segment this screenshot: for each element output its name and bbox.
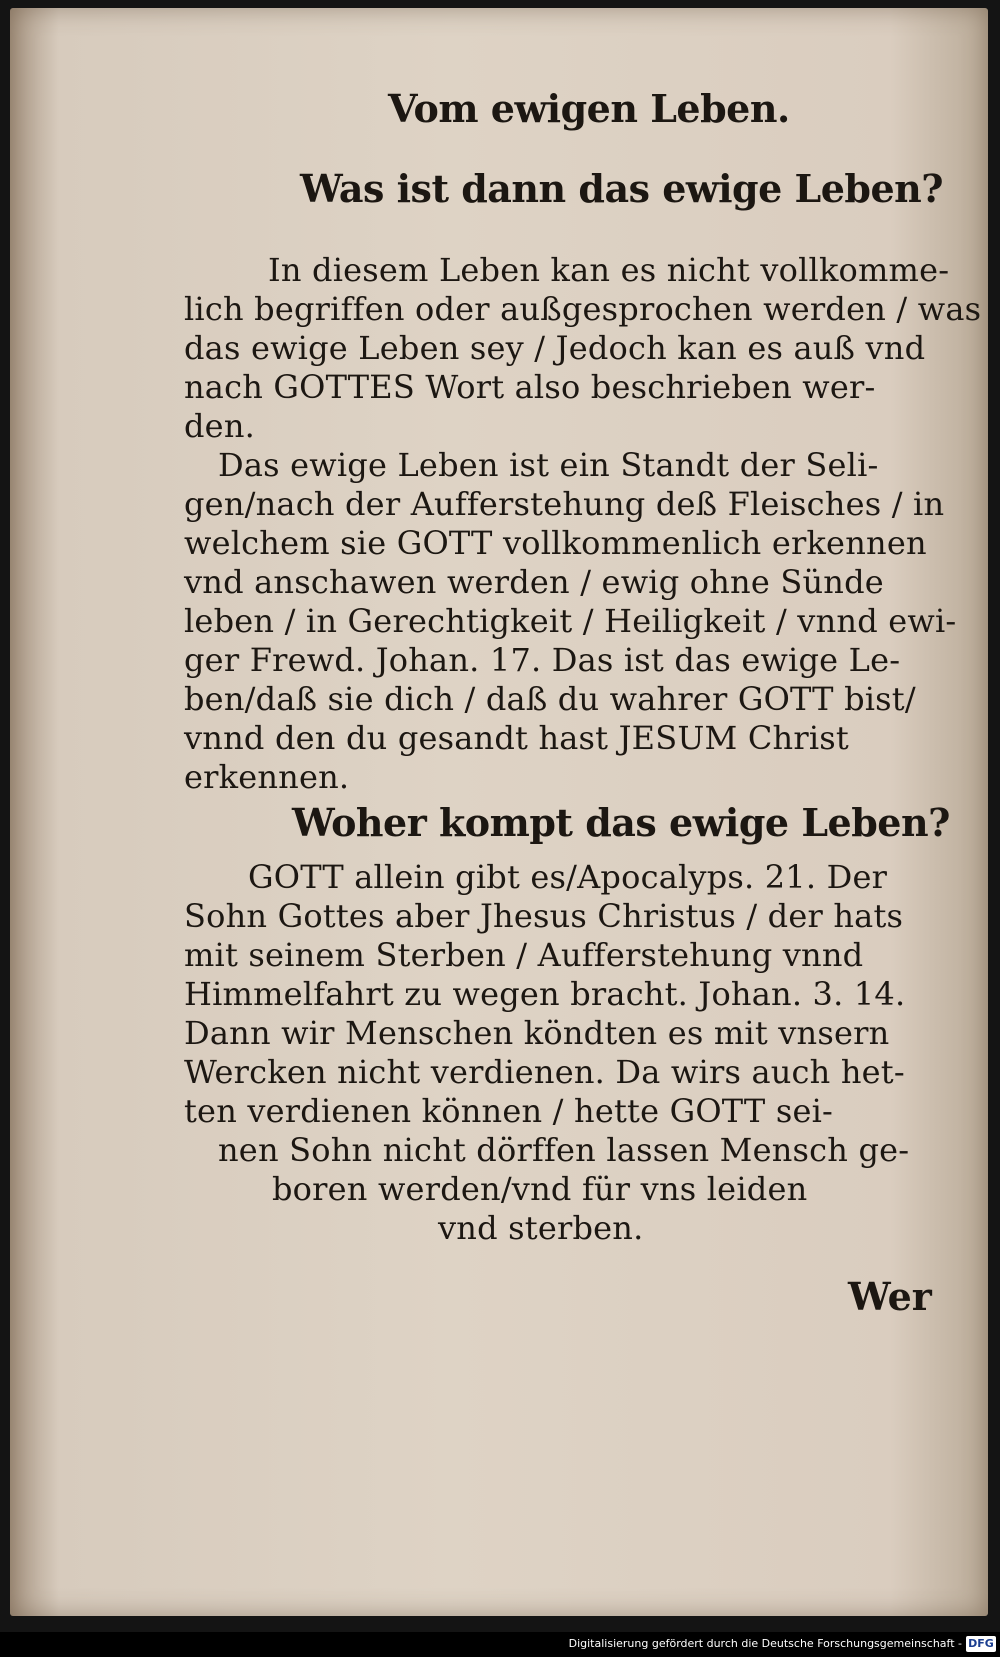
text-line: Himmelfahrt zu wegen bracht. Johan. 3. 14. <box>184 975 906 1013</box>
funding-credit: Digitalisierung gefördert durch die Deutsche Forschungsgemeinschaft - <box>568 1637 962 1650</box>
running-head: Vom ewigen Leben. <box>388 86 790 131</box>
text-line: Wercken nicht verdienen. Da wirs auch het- <box>184 1053 905 1091</box>
text-line: GOTT allein gibt es/Apocalyps. 21. Der <box>248 858 888 896</box>
text-line: mit seinem Sterben / Aufferstehung vnnd <box>184 936 864 974</box>
question-heading-2: Woher kompt das ewige Leben? <box>292 800 950 845</box>
text-line: ben/daß sie dich / daß du wahrer GOTT bist/ <box>184 680 916 718</box>
book-page <box>10 8 988 1616</box>
text-line: lich begriffen oder außgesprochen werden / was <box>184 290 982 328</box>
digitization-footer <box>0 1632 1000 1657</box>
text-line: Sohn Gottes aber Jhesus Christus / der hats <box>184 897 904 935</box>
text-line: welchem sie GOTT vollkommenlich erkennen <box>184 524 927 562</box>
text-line: Das ewige Leben ist ein Standt der Seli- <box>218 446 879 484</box>
text-line: In diesem Leben kan es nicht vollkomme- <box>268 251 950 289</box>
text-line: den. <box>184 407 256 445</box>
text-line: erkennen. <box>184 758 350 796</box>
question-heading-1: Was ist dann das ewige Leben? <box>300 166 944 211</box>
text-line: ger Frewd. Johan. 17. Das ist das ewige Le- <box>184 641 901 679</box>
text-line: vnd anschawen werden / ewig ohne Sünde <box>184 563 884 601</box>
text-line: nach GOTTES Wort also beschrieben wer- <box>184 368 876 406</box>
text-line: vnnd den du gesandt hast JESUM Christ <box>184 719 849 757</box>
text-line: Dann wir Menschen köndten es mit vnsern <box>184 1014 890 1052</box>
text-line: gen/nach der Aufferstehung deß Fleisches / in <box>184 485 945 523</box>
catchword: Wer <box>848 1274 932 1319</box>
text-line: vnd sterben. <box>438 1209 644 1247</box>
text-line: ten verdienen können / hette GOTT sei- <box>184 1092 834 1130</box>
dfg-logo: DFG <box>966 1636 996 1652</box>
text-line: boren werden/vnd für vns leiden <box>272 1170 808 1208</box>
text-line: das ewige Leben sey / Jedoch kan es auß vnd <box>184 329 926 367</box>
text-line: nen Sohn nicht dörffen lassen Mensch ge- <box>218 1131 910 1169</box>
text-line: leben / in Gerechtigkeit / Heiligkeit / vnnd ewi- <box>184 602 957 640</box>
